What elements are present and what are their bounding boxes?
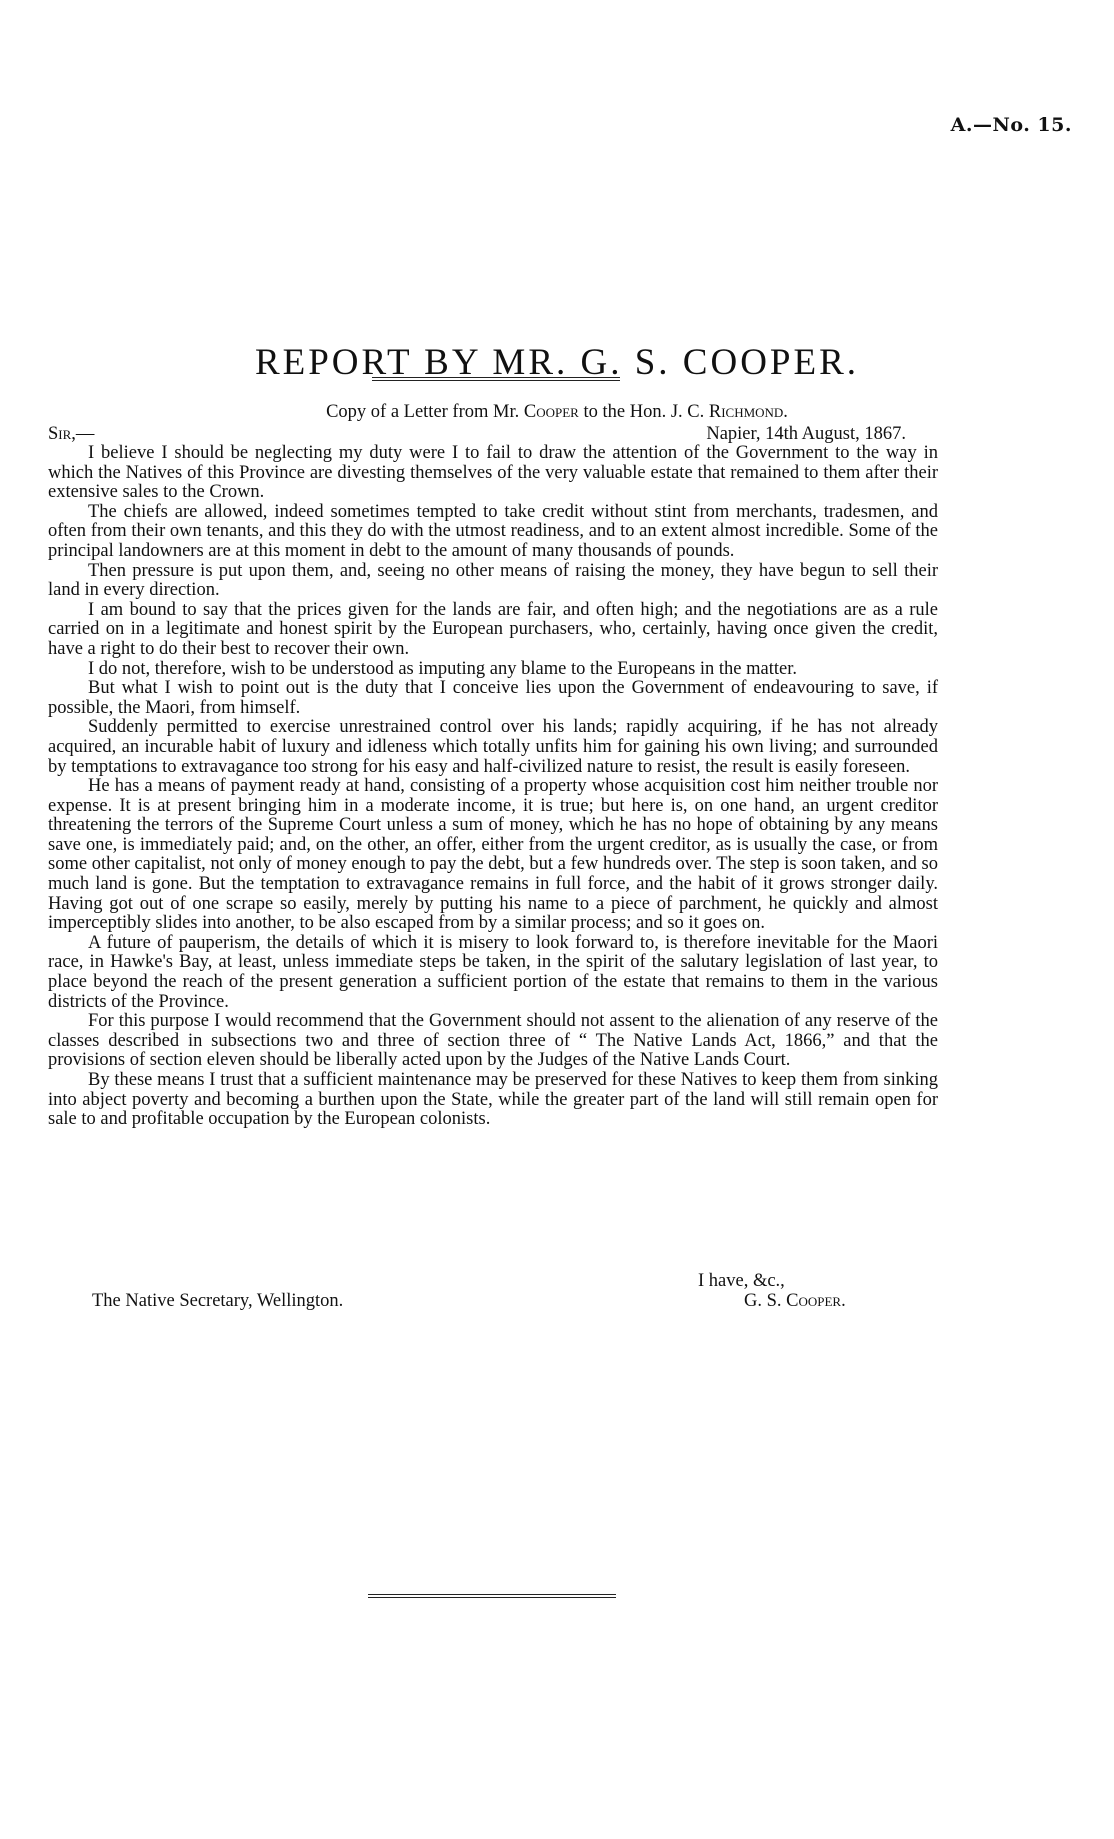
caption-prefix: Copy of a Letter from Mr. — [326, 402, 520, 422]
paragraph: But what I wish to point out is the duty that I conceive lies upon the Government of endeavouring to save, if possible, the Maori, from himself. — [48, 678, 938, 718]
closing: I have, &c., — [698, 1271, 785, 1291]
salutation: Sir,— — [48, 424, 95, 444]
paragraph: By these means I trust that a sufficient maintenance may be preserved for these Natives to keep them from sinking into abject poverty and becoming a burthen upon the State, while the greater part of the land will still remain open for sale to and profitable occupation by the European colonists. — [48, 1070, 938, 1130]
letter-body — [48, 444, 938, 1130]
signature: G. S. Cooper. — [744, 1291, 846, 1311]
paragraph: I believe I should be neglecting my duty were I to fail to draw the attention of the Government to the way in which the Natives of this Province are divesting themselves of the very valuable estate that remained to them after their extensive sales to the Crown. — [48, 443, 938, 503]
paragraph: The chiefs are allowed, indeed sometimes tempted to take credit without stint from merchants, tradesmen, and often from their own tenants, and this they do with the utmost readiness, and to an extent almost incredible. Some of the principal landowners are at this moment in debt to the amount of many thousands of pounds. — [48, 501, 938, 561]
paragraph: Suddenly permitted to exercise unrestrained control over his lands; rapidly acquiring, if he has not already acquired, an incurable habit of luxury and idleness which totally unfits him for gaining his own living; and surrounded by temptations to extravagance too strong for his easy and half-civilized nature to resist, the result is easily foreseen. — [48, 717, 938, 777]
letter-caption — [0, 402, 1114, 423]
caption-recipient: Richmond. — [708, 402, 788, 422]
page-title: REPORT BY MR. G. S. COOPER. — [254, 341, 860, 383]
addressee: The Native Secretary, Wellington. — [92, 1291, 344, 1311]
caption-sender: Cooper — [523, 402, 579, 422]
paragraph: For this purpose I would recommend that the Government should not assent to the alienation of any reserve of the classes described in subsections two and three of section three of “ The Native Lands Act, 1866,” and that the provisions of section eleven should be liberally acted upon by the Judges of the Native Lands Court. — [48, 1011, 938, 1071]
caption-middle: to the Hon. J. C. — [583, 402, 705, 422]
paragraph: A future of pauperism, the details of which it is misery to look forward to, is therefore inevitable for the Maori race, in Hawke's Bay, at least, unless immediate steps be taken, in the spirit of the salutary legislation of last year, to place beyond the reach of the present generation a sufficient portion of the estate that remains to them in the various districts of the Province. — [48, 932, 938, 1012]
paragraph: He has a means of payment ready at hand, consisting of a property whose acquisition cost him neither trouble nor expense. It is at present bringing him in a moderate income, it is true; but here is, on one hand, an urgent creditor threatening the terrors of the Supreme Court unless a sum of money, which he has no hope of obtaining by any means save one, is immediately paid; and, on the other, an offer, either from the urgent creditor, as is usually the case, or from some other capitalist, not only of money enough to pay the debt, but a few hundreds over. The step is soon taken, and so much land is gone. But the temptation to extravagance remains in full force, and the habit of it grows stronger daily. Having got out of one scrape so easily, merely by putting his name to a piece of parchment, he quickly and almost imperceptibly slides into another, to be also escaped from by a similar process; and so it goes on. — [48, 776, 938, 934]
title-rule — [372, 377, 620, 381]
paragraph: Then pressure is put upon them, and, seeing no other means of raising the money, they have begun to sell their land in every direction. — [48, 560, 938, 601]
paragraph: I do not, therefore, wish to be understood as imputing any blame to the Europeans in the matter. — [88, 658, 797, 679]
dateline: Napier, 14th August, 1867. — [706, 424, 906, 444]
end-rule — [368, 1594, 616, 1598]
page-reference: A.—No. 15. — [950, 114, 1072, 136]
paragraph: I am bound to say that the prices given for the lands are fair, and often high; and the negotiations are as a rule carried on in a legitimate and honest spirit by the European purchasers, who, certainly, having once given the credit, have a right to do their best to recover their own. — [48, 599, 938, 659]
